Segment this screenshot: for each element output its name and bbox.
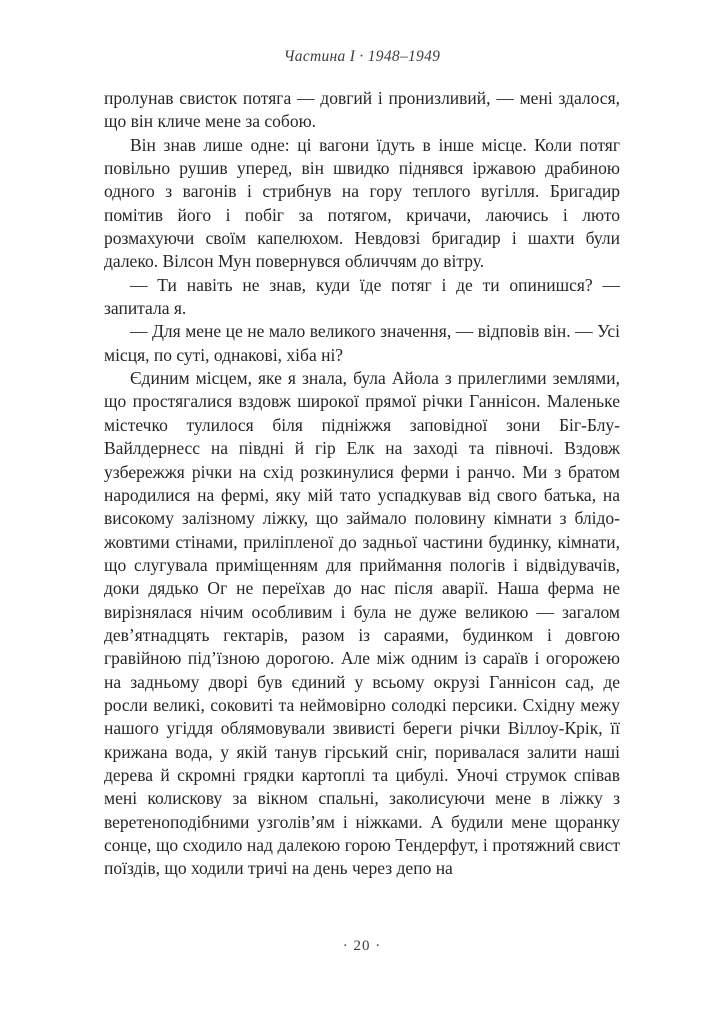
running-header: Частина I · 1948–1949 <box>283 48 441 65</box>
paragraph: пролунав свисток потяга — довгий і пронизливий, — мені здалося, що він кличе мене за собою. <box>104 88 620 132</box>
paragraph: — Ти навіть не знав, куди їде потяг і де ти опинишся? — запитала я. <box>104 274 620 319</box>
paragraph: — Для мене це не мало великого значення, — відповів він. — Усі місця, по суті, однакові, хіба ні? <box>104 321 620 365</box>
paragraph: Він знав лише одне: ці вагони їдуть в інше місце. Коли потяг повільно рушив уперед, він швидко піднявся іржавою драбиною одного з вагонів і стрибнув на гору теплого вугілля. Бригадир помітив його і побіг за потягом, кричачи, лаючись і люто розмахуючи своїм капелюхом. Невдовзі бригадир і шахти були далеко. Вілсон Мун повернувся обличчям до вітру. <box>104 134 620 272</box>
page-body <box>104 87 620 881</box>
paragraph: Єдиним місцем, яке я знала, була Айола з прилеглими землями, що простягалися вздовж широкої прямої річки Ганнісон. Маленьке містечко тулилося біля підніжжя заповідної зони Біг-Блу-Вайлдернесс на півдні й гір Елк на заході та півночі. Вздовж узбережжя річки на схід розкинулися ферми і ранчо. Ми з братом народилися на фермі, яку мій тато успадкував від свого батька, на високому залізному ліжку, що займало половину кімнати з блідо-жовтими стінами, приліпленої до задньої частини будинку, кімнати, що слугувала приміщенням для приймання пологів і відвідувачів, доки дядько Ог не переїхав до нас після аварії. Наша ферма не вирізнялася нічим особливим і була не дуже великою — загалом дев’ятнадцять гектарів, разом із сараями, будинком і довгою гравійною під’їзною дорогою. Але між одним із сараїв і огорожею на задньому дворі був єдиний у всьому окрузі Ганнісон сад, де росли великі, соковиті та неймовірно солодкі персики. Східну межу нашого угіддя облямовували звивисті береги річки Віллоу-Крік, її крижана вода, у якій танув гірський сніг, поривалася залити наші дерева й скромні грядки картоплі та цибулі. Уночі струмок співав мені колискову за вікном спальні, заколисуючи мене в ліжку з веретеноподібними узголів’ям і ніжками. А будили мене щоранку сонце, що сходило над далекою горою Тендерфут, і протяжний свист поїздів, що ходили тричі на день через депо на <box>104 368 620 879</box>
page-number: · 20 · <box>342 938 382 954</box>
